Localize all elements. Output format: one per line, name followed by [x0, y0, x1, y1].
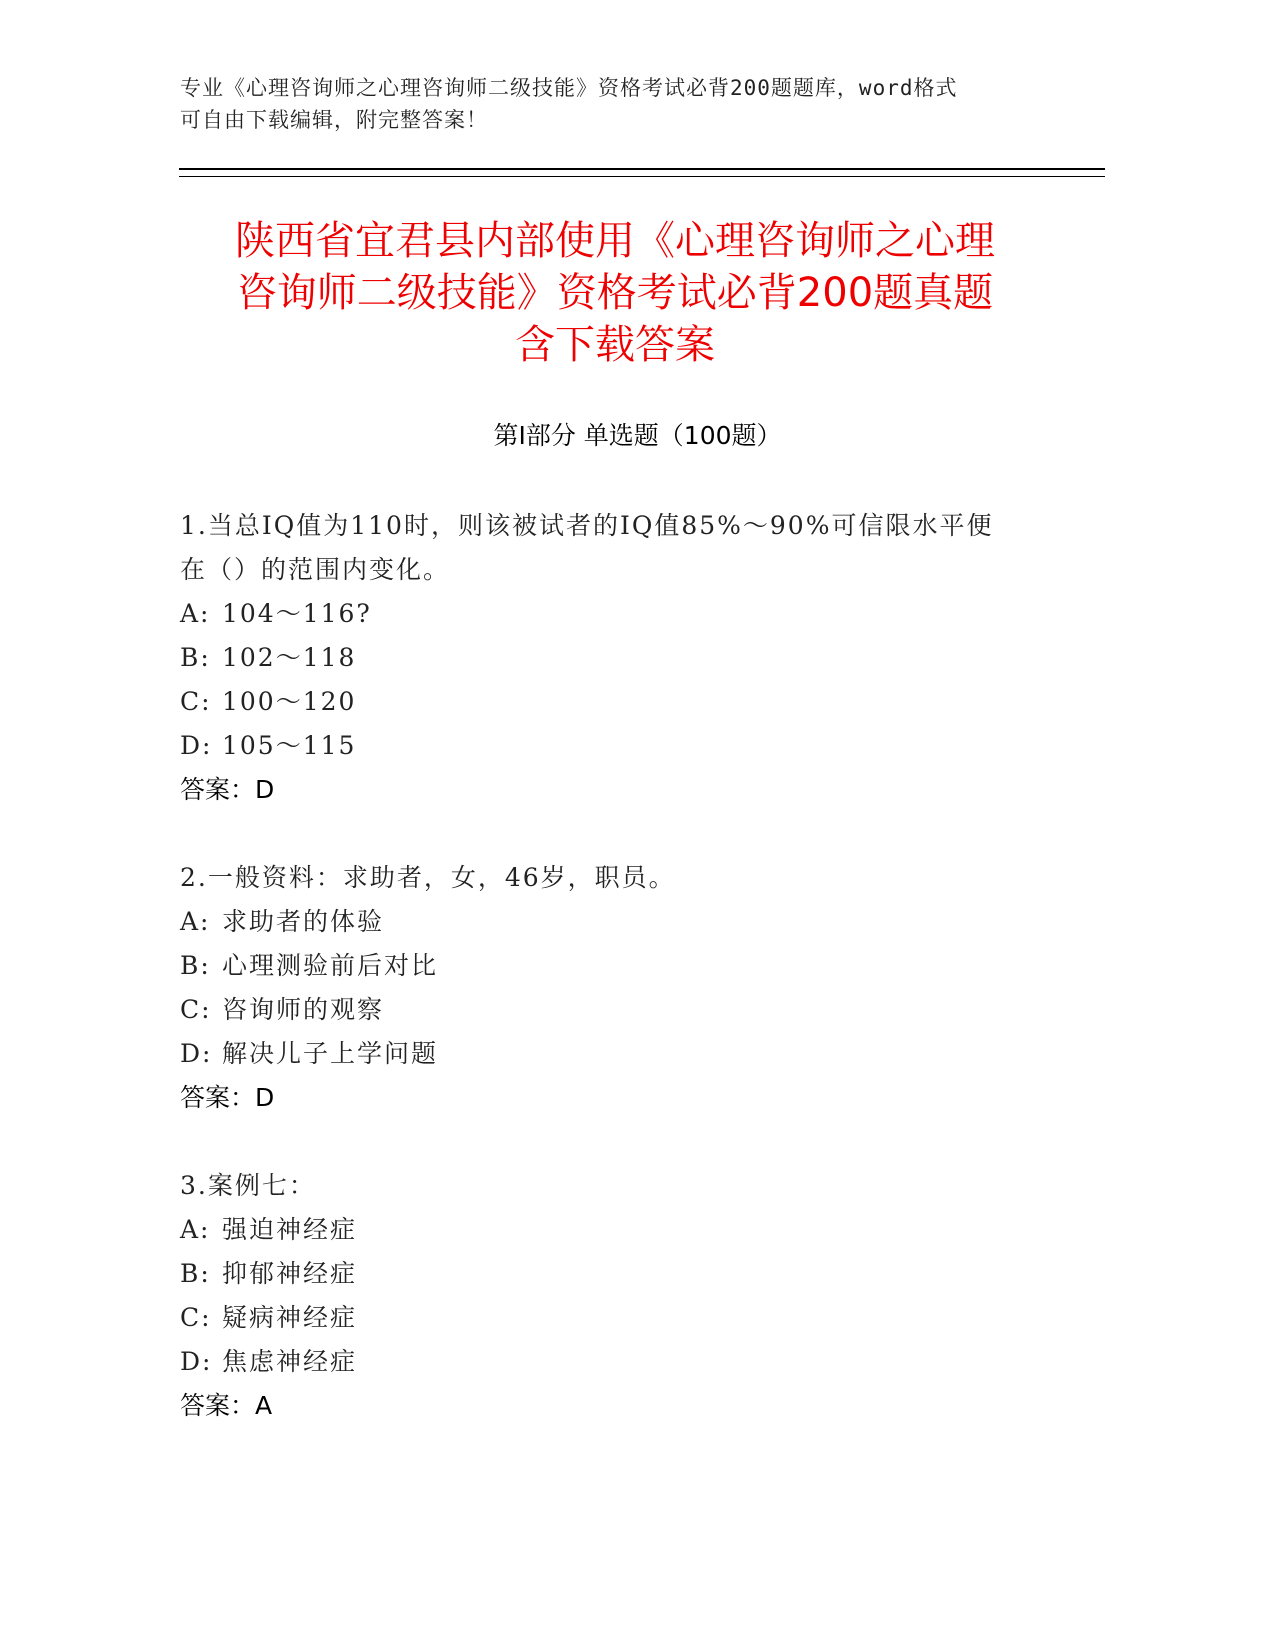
question-stem	[180, 856, 1060, 900]
option-text: 咨询师的观察	[222, 995, 385, 1024]
answer-line: 答案：A	[180, 1391, 273, 1420]
option-c	[180, 1296, 1060, 1340]
header-note-line-2: 可自由下载编辑，附完整答案！	[180, 108, 488, 132]
document-title	[150, 215, 1080, 371]
option-text: 102～118	[222, 643, 357, 672]
question-stem-line-2: 在（）的范围内变化。	[180, 555, 451, 584]
answer-line: 答案：D	[180, 1083, 275, 1112]
option-text: 105～115	[222, 731, 357, 760]
question-3	[180, 1164, 1060, 1428]
document-title-line-1: 陕西省宜君县内部使用《心理咨询师之心理	[235, 218, 995, 264]
option-c	[180, 988, 1060, 1032]
header-note-line-1: 专业《心理咨询师之心理咨询师二级技能》资格考试必背200题题库，word格式	[180, 76, 958, 100]
option-a	[180, 592, 1060, 636]
option-d	[180, 724, 1060, 768]
document-title-line-2: 咨询师二级技能》资格考试必背200题真题	[236, 270, 994, 316]
option-text: 求助者的体验	[222, 907, 385, 936]
header-divider-thick	[179, 168, 1105, 170]
option-d	[180, 1340, 1060, 1384]
option-text: 100～120	[222, 687, 357, 716]
question-stem-line-1: 1.当总IQ值为110时，则该被试者的IQ值85%～90%可信限水平便	[180, 511, 994, 540]
option-d	[180, 1032, 1060, 1076]
option-key: A:	[180, 907, 211, 936]
document-title-line-3: 含下载答案	[515, 322, 715, 368]
question-stem	[180, 1164, 1060, 1208]
option-b	[180, 636, 1060, 680]
header-note	[180, 72, 1060, 136]
option-c	[180, 680, 1060, 724]
header-divider-thin	[179, 176, 1105, 177]
option-key: B:	[180, 643, 211, 672]
option-text: 疑病神经症	[222, 1303, 358, 1332]
question-stem-line-1: 2.一般资料：求助者，女，46岁，职员。	[180, 863, 676, 892]
option-key: C:	[180, 1303, 212, 1332]
option-text: 强迫神经症	[222, 1215, 358, 1244]
option-key: D:	[180, 1347, 213, 1376]
answer-line: 答案：D	[180, 775, 275, 804]
option-text: 心理测验前后对比	[222, 951, 439, 980]
option-key: B:	[180, 1259, 211, 1288]
option-key: A:	[180, 1215, 211, 1244]
option-key: D:	[180, 731, 213, 760]
question-stem-line-1: 3.案例七：	[180, 1171, 316, 1200]
option-a	[180, 900, 1060, 944]
option-text: 解决儿子上学问题	[222, 1039, 439, 1068]
option-a	[180, 1208, 1060, 1252]
option-key: C:	[180, 995, 212, 1024]
option-key: A:	[180, 599, 211, 628]
question-stem	[180, 504, 1060, 592]
option-key: D:	[180, 1039, 213, 1068]
option-text: 104～116?	[222, 599, 372, 628]
option-b	[180, 1252, 1060, 1296]
option-key: C:	[180, 687, 212, 716]
option-b	[180, 944, 1060, 988]
question-2	[180, 856, 1060, 1120]
option-text: 抑郁神经症	[222, 1259, 358, 1288]
option-text: 焦虑神经症	[222, 1347, 358, 1376]
option-key: B:	[180, 951, 211, 980]
section-heading: 第I部分 单选题（100题）	[493, 421, 782, 450]
question-list	[180, 504, 1060, 1472]
question-1	[180, 504, 1060, 812]
